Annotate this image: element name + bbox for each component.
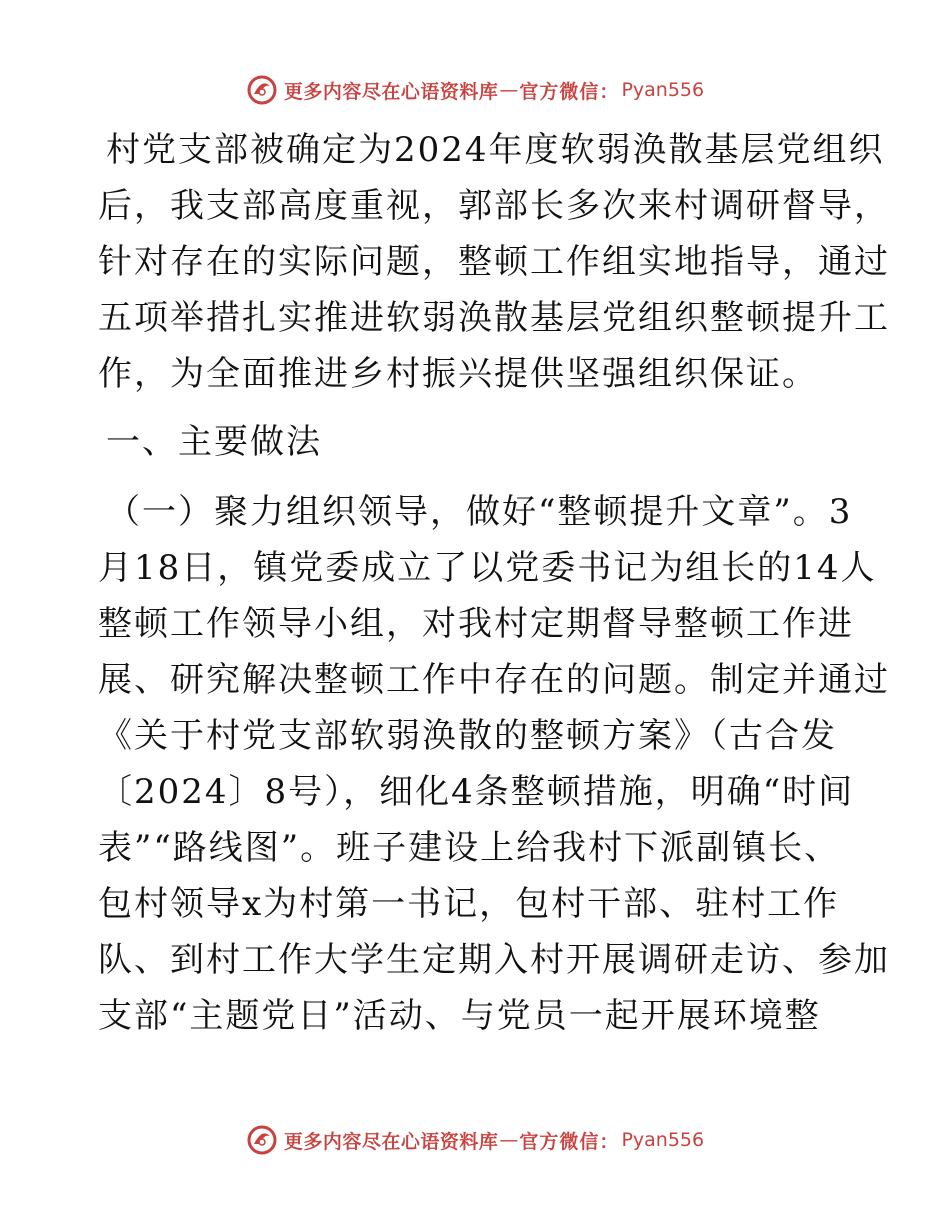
- watermark-brand: 更多内容尽在心语资料库: [283, 1130, 499, 1153]
- watermark-separator: —: [499, 1129, 519, 1151]
- swirl-logo-icon: [246, 1124, 278, 1156]
- paragraph2-line: 支部“主题党日”活动、与党员一起开展环境整: [98, 996, 821, 1036]
- paragraph2-line: 《关于村党支部软弱涣散的整顿方案》（古合发: [98, 716, 837, 756]
- paragraph2-line: 包村领导x为村第一书记，包村干部、驻村工作: [98, 884, 840, 924]
- document-body: [98, 122, 890, 1044]
- paragraph2-line: 月18日，镇党委成立了以党委书记为组长的14人: [98, 548, 877, 588]
- paragraph1-line: 后，我支部高度重视，郭部长多次来村调研督导，: [98, 186, 890, 226]
- watermark-wechat-id: Pyan556: [621, 79, 705, 101]
- footer-watermark: [0, 1120, 950, 1160]
- paragraph2-line: 表”“路线图”。班子建设上给我村下派副镇长、: [98, 828, 841, 868]
- paragraph2-line: 〔2024〕8号），细化4条整顿措施，明确“时间: [98, 772, 855, 812]
- watermark-brand: 更多内容尽在心语资料库: [283, 80, 499, 103]
- watermark-wechat-id: Pyan556: [621, 1129, 705, 1151]
- paragraph1-line: 针对存在的实际问题，整顿工作组实地指导，通过: [98, 242, 890, 282]
- paragraph2-line: 整顿工作领导小组，对我村定期督导整顿工作进: [98, 604, 854, 644]
- section-heading: 一、主要做法: [106, 422, 322, 462]
- watermark-official-label: 官方微信：: [519, 80, 620, 103]
- watermark-separator: —: [499, 79, 519, 101]
- paragraph1-line: 作，为全面推进乡村振兴提供坚强组织保证。: [98, 354, 818, 394]
- paragraph2-line: 队、到村工作大学生定期入村开展调研走访、参加: [98, 940, 890, 980]
- paragraph2-line: （一）聚力组织领导，做好“整顿提升文章”。3: [106, 492, 853, 532]
- watermark-official-label: 官方微信：: [519, 1130, 620, 1153]
- paragraph1-line: 五项举措扎实推进软弱涣散基层党组织整顿提升工: [98, 298, 890, 338]
- header-watermark: [0, 70, 950, 110]
- paragraph1-line: 村党支部被确定为2024年度软弱涣散基层党组织: [106, 130, 885, 170]
- swirl-logo-icon: [246, 74, 278, 106]
- paragraph2-line: 展、研究解决整顿工作中存在的问题。制定并通过: [98, 660, 890, 700]
